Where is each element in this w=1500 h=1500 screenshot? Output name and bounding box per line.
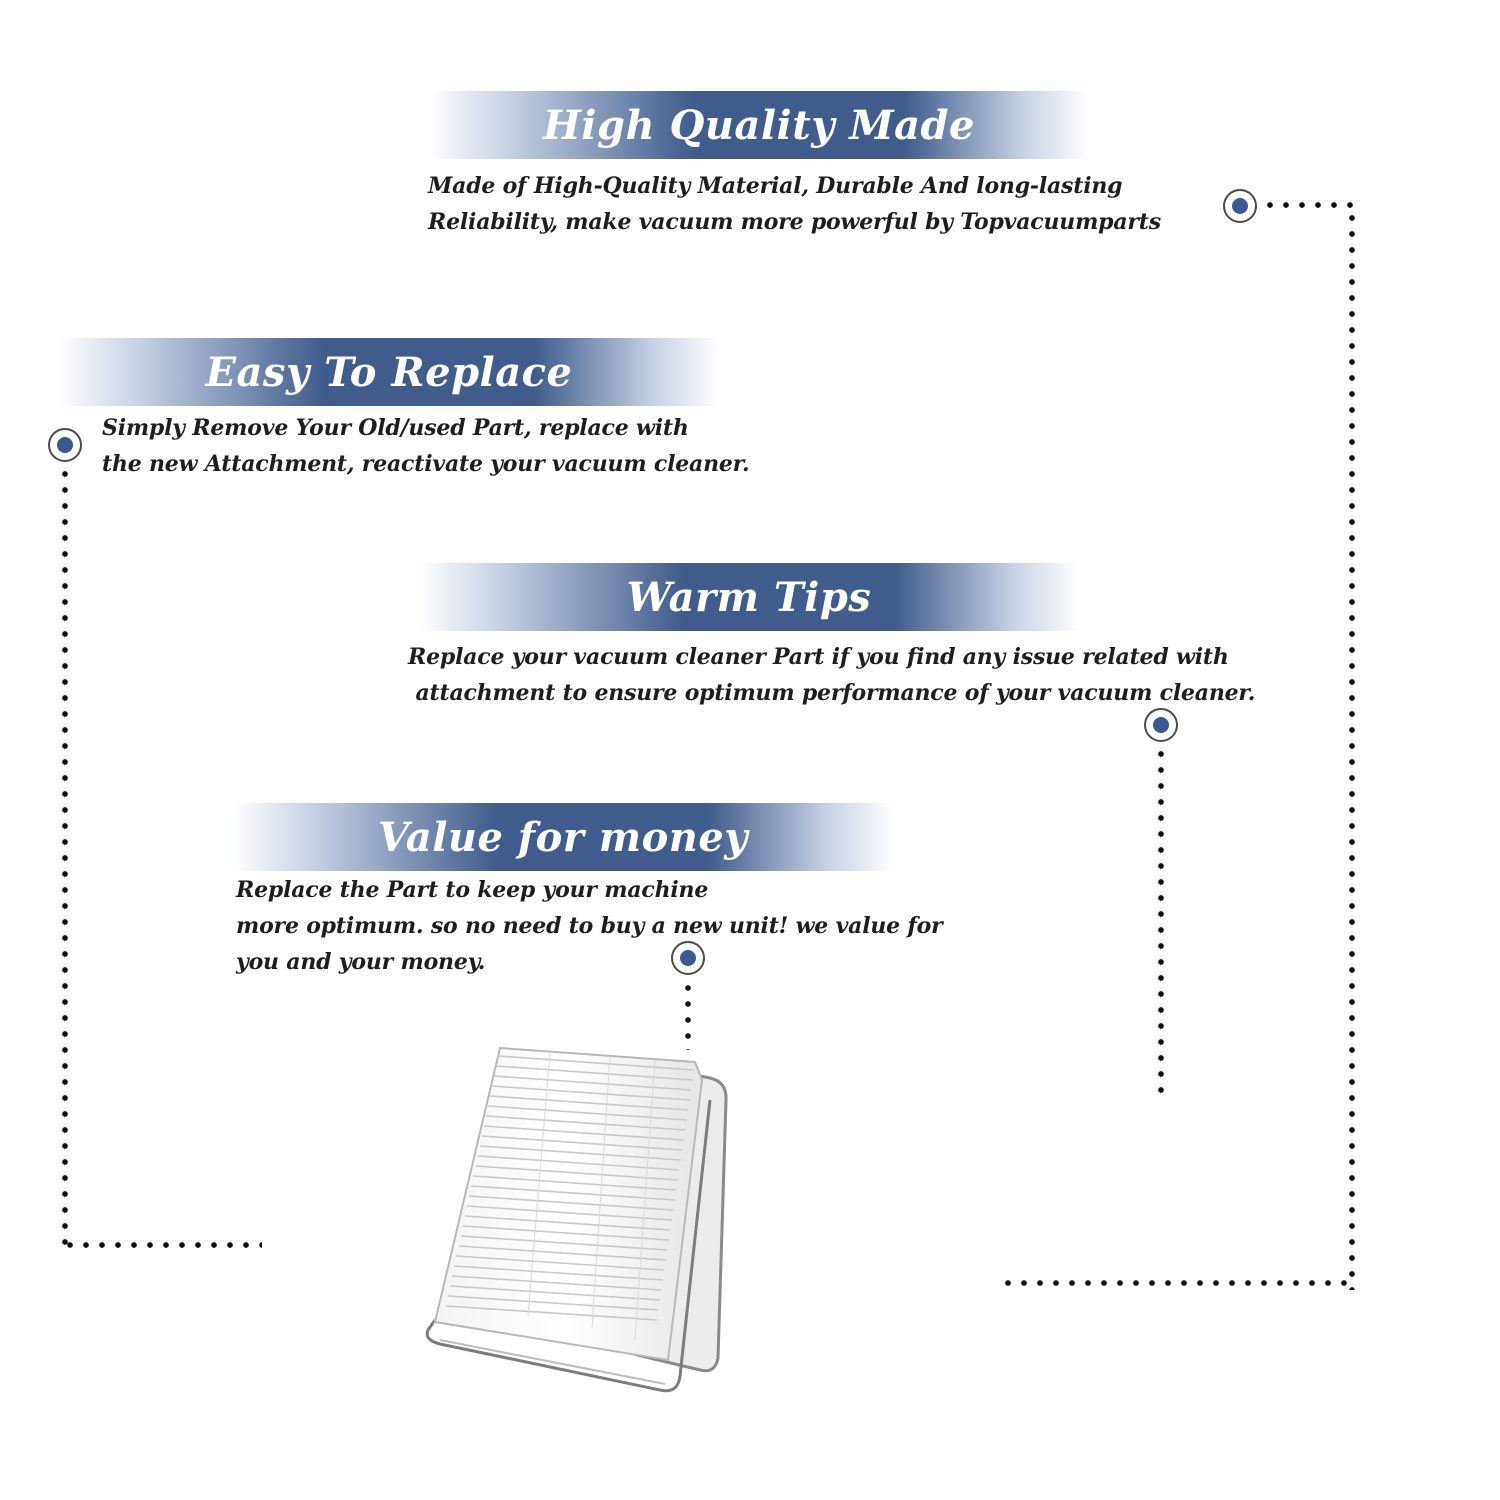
connector-dotted-line [1349, 210, 1355, 1290]
description-line: Reliability, make vacuum more powerful by Topvacuumparts [428, 209, 1161, 235]
banner-easy-replace [58, 338, 720, 406]
target-bullet-icon [1223, 189, 1257, 223]
description-line: Simply Remove Your Old/used Part, replace with [102, 415, 689, 441]
description-line: Replace the Part to keep your machine [236, 877, 709, 903]
description-line: Made of High-Quality Material, Durable And long-lasting [428, 173, 1123, 199]
description-line: the new Attachment, reactivate your vacuum cleaner. [102, 451, 750, 477]
connector-dotted-line [62, 1242, 262, 1248]
target-bullet-icon [671, 941, 705, 975]
description-warm-tips [408, 639, 1255, 711]
description-line: more optimum. so no need to buy a new unit! we value for [236, 913, 943, 939]
description-easy-replace [102, 410, 750, 482]
connector-dotted-line [62, 466, 68, 1248]
banner-title-warm-tips: Warm Tips [626, 573, 872, 621]
description-value-money [236, 872, 943, 980]
connector-dotted-line [1158, 746, 1164, 1102]
banner-title-high-quality: High Quality Made [543, 101, 975, 149]
description-line: attachment to ensure optimum performance of your vacuum cleaner. [408, 680, 1256, 706]
target-bullet-icon [48, 428, 82, 462]
banner-title-easy-replace: Easy To Replace [205, 348, 573, 396]
pleated-filter-image [410, 1040, 740, 1400]
description-line: Replace your vacuum cleaner Part if you find any issue related with [408, 644, 1229, 670]
target-bullet-icon [1144, 708, 1178, 742]
connector-dotted-line [1000, 1280, 1354, 1286]
connector-dotted-line [1262, 202, 1354, 208]
banner-high-quality [428, 91, 1090, 159]
banner-value-money [232, 803, 894, 871]
banner-warm-tips [418, 563, 1080, 631]
description-line: you and your money. [236, 949, 486, 975]
description-high-quality [428, 168, 1161, 240]
banner-title-value-money: Value for money [377, 813, 749, 861]
